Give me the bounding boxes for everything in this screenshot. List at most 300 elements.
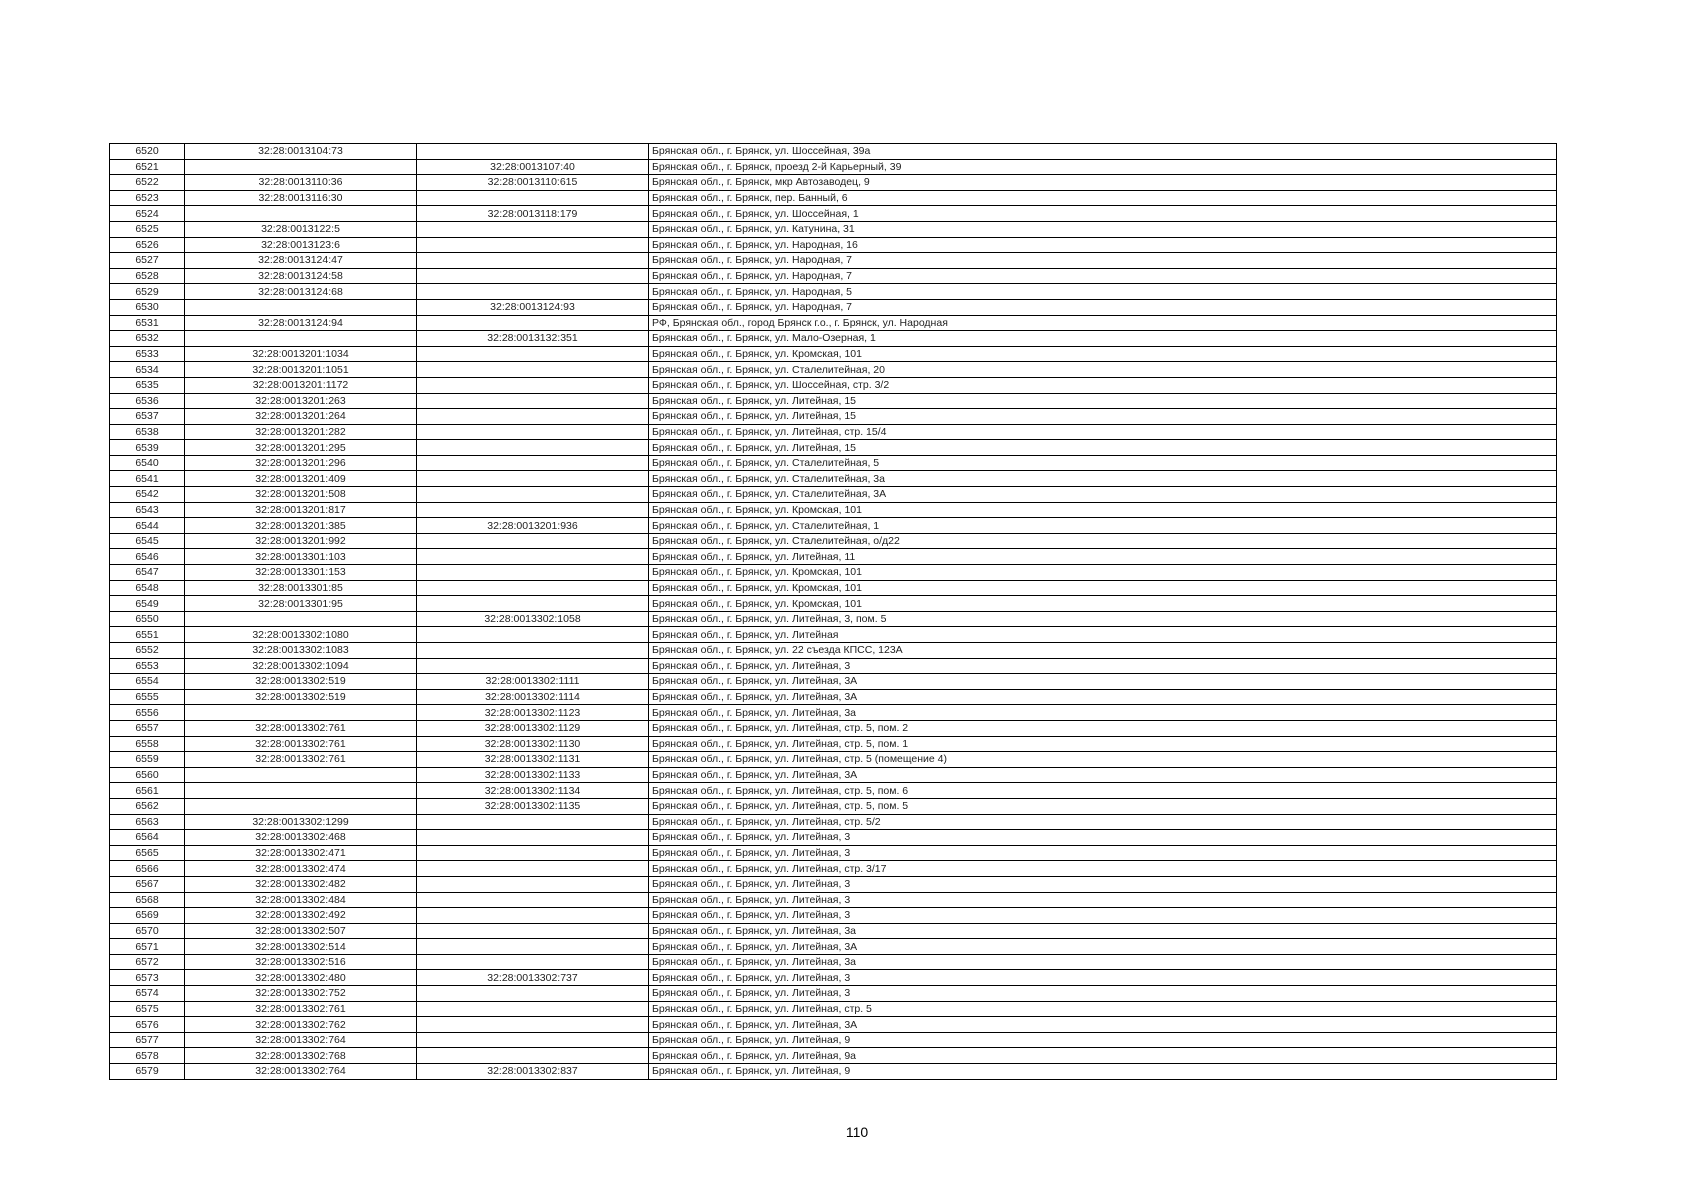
cadastral-number-cell: 32:28:0013302:761 xyxy=(185,736,417,752)
table-row xyxy=(110,783,1557,799)
cadastral-number-cell: 32:28:0013201:1034 xyxy=(185,346,417,362)
building-number-cell: 32:28:0013302:1129 xyxy=(417,720,649,736)
cadastral-number-cell: 32:28:0013302:752 xyxy=(185,986,417,1002)
table-row xyxy=(110,1032,1557,1048)
row-number-cell: 6573 xyxy=(110,970,185,986)
table-row xyxy=(110,502,1557,518)
address-cell: Брянская обл., г. Брянск, ул. Народная, 7 xyxy=(649,268,1557,284)
address-cell: Брянская обл., г. Брянск, ул. Кромская, 101 xyxy=(649,565,1557,581)
row-number-cell: 6551 xyxy=(110,627,185,643)
cadastral-number-cell: 32:28:0013302:519 xyxy=(185,689,417,705)
table-row xyxy=(110,861,1557,877)
table-row xyxy=(110,424,1557,440)
address-cell: Брянская обл., г. Брянск, ул. Шоссейная, 39а xyxy=(649,144,1557,160)
building-number-cell xyxy=(417,268,649,284)
address-cell: Брянская обл., г. Брянск, ул. Литейная, 3 xyxy=(649,830,1557,846)
address-cell: Брянская обл., г. Брянск, ул. Литейная, стр. 5 (помещение 4) xyxy=(649,752,1557,768)
building-number-cell xyxy=(417,658,649,674)
row-number-cell: 6570 xyxy=(110,923,185,939)
table-row xyxy=(110,206,1557,222)
cadastral-number-cell: 32:28:0013302:764 xyxy=(185,1032,417,1048)
table-row xyxy=(110,798,1557,814)
table-row xyxy=(110,471,1557,487)
cadastral-number-cell xyxy=(185,798,417,814)
row-number-cell: 6532 xyxy=(110,331,185,347)
row-number-cell: 6575 xyxy=(110,1001,185,1017)
row-number-cell: 6543 xyxy=(110,502,185,518)
cadastral-number-cell: 32:28:0013302:1299 xyxy=(185,814,417,830)
building-number-cell xyxy=(417,284,649,300)
building-number-cell xyxy=(417,190,649,206)
page-number: 110 xyxy=(845,1124,869,1140)
address-cell: Брянская обл., г. Брянск, ул. Литейная, стр. 5, пом. 2 xyxy=(649,720,1557,736)
building-number-cell xyxy=(417,221,649,237)
cadastral-number-cell: 32:28:0013302:516 xyxy=(185,954,417,970)
row-number-cell: 6536 xyxy=(110,393,185,409)
table-row xyxy=(110,689,1557,705)
table-row xyxy=(110,284,1557,300)
address-cell: Брянская обл., г. Брянск, ул. Кромская, 101 xyxy=(649,346,1557,362)
building-number-cell xyxy=(417,502,649,518)
row-number-cell: 6547 xyxy=(110,565,185,581)
building-number-cell xyxy=(417,1017,649,1033)
cadastral-number-cell: 32:28:0013302:761 xyxy=(185,752,417,768)
row-number-cell: 6539 xyxy=(110,440,185,456)
cadastral-number-cell: 32:28:0013302:507 xyxy=(185,923,417,939)
address-cell: Брянская обл., г. Брянск, ул. Литейная, 15 xyxy=(649,440,1557,456)
table-row xyxy=(110,1017,1557,1033)
row-number-cell: 6522 xyxy=(110,175,185,191)
row-number-cell: 6549 xyxy=(110,596,185,612)
cadastral-number-cell: 32:28:0013124:68 xyxy=(185,284,417,300)
table-row xyxy=(110,331,1557,347)
table-row xyxy=(110,580,1557,596)
cadastral-number-cell: 32:28:0013302:761 xyxy=(185,1001,417,1017)
table-row xyxy=(110,627,1557,643)
building-number-cell xyxy=(417,892,649,908)
building-number-cell xyxy=(417,845,649,861)
table-row xyxy=(110,565,1557,581)
cadastral-number-cell: 32:28:0013302:1094 xyxy=(185,658,417,674)
building-number-cell xyxy=(417,424,649,440)
building-number-cell: 32:28:0013302:1123 xyxy=(417,705,649,721)
address-cell: Брянская обл., г. Брянск, ул. Литейная, 3 xyxy=(649,658,1557,674)
building-number-cell: 32:28:0013302:1131 xyxy=(417,752,649,768)
address-cell: Брянская обл., г. Брянск, ул. 22 съезда КПСС, 123А xyxy=(649,643,1557,659)
cadastral-number-cell: 32:28:0013201:264 xyxy=(185,409,417,425)
row-number-cell: 6546 xyxy=(110,549,185,565)
cadastral-number-cell xyxy=(185,705,417,721)
address-cell: Брянская обл., г. Брянск, ул. Сталелитейная, 3а xyxy=(649,471,1557,487)
building-number-cell xyxy=(417,643,649,659)
address-cell: Брянская обл., г. Брянск, ул. Народная, 16 xyxy=(649,237,1557,253)
row-number-cell: 6577 xyxy=(110,1032,185,1048)
table-row xyxy=(110,986,1557,1002)
address-cell: Брянская обл., г. Брянск, ул. Литейная, 3А xyxy=(649,674,1557,690)
building-number-cell xyxy=(417,580,649,596)
address-cell: Брянская обл., г. Брянск, ул. Литейная, 3а xyxy=(649,923,1557,939)
cadastral-number-cell: 32:28:0013201:1172 xyxy=(185,377,417,393)
building-number-cell: 32:28:0013302:1058 xyxy=(417,611,649,627)
row-number-cell: 6548 xyxy=(110,580,185,596)
address-cell: Брянская обл., г. Брянск, ул. Народная, 5 xyxy=(649,284,1557,300)
address-cell: РФ, Брянская обл., город Брянск г.о., г. Брянск, ул. Народная xyxy=(649,315,1557,331)
cadastral-number-cell: 32:28:0013124:94 xyxy=(185,315,417,331)
building-number-cell xyxy=(417,377,649,393)
cadastral-number-cell: 32:28:0013302:519 xyxy=(185,674,417,690)
table-row xyxy=(110,845,1557,861)
address-cell: Брянская обл., г. Брянск, пер. Банный, 6 xyxy=(649,190,1557,206)
cadastral-number-cell: 32:28:0013302:484 xyxy=(185,892,417,908)
cadastral-number-cell: 32:28:0013124:47 xyxy=(185,253,417,269)
row-number-cell: 6537 xyxy=(110,409,185,425)
building-number-cell xyxy=(417,440,649,456)
table-row xyxy=(110,346,1557,362)
row-number-cell: 6576 xyxy=(110,1017,185,1033)
table-row xyxy=(110,237,1557,253)
building-number-cell xyxy=(417,596,649,612)
table-row xyxy=(110,767,1557,783)
address-cell: Брянская обл., г. Брянск, ул. Сталелитейная, 20 xyxy=(649,362,1557,378)
table-row xyxy=(110,611,1557,627)
address-cell: Брянская обл., г. Брянск, ул. Сталелитейная, 3А xyxy=(649,487,1557,503)
cadastral-number-cell xyxy=(185,783,417,799)
row-number-cell: 6560 xyxy=(110,767,185,783)
cadastral-number-cell: 32:28:0013302:468 xyxy=(185,830,417,846)
cadastral-number-cell: 32:28:0013104:73 xyxy=(185,144,417,160)
row-number-cell: 6574 xyxy=(110,986,185,1002)
table-row xyxy=(110,876,1557,892)
address-cell: Брянская обл., г. Брянск, ул. Литейная, стр. 3/17 xyxy=(649,861,1557,877)
building-number-cell: 32:28:0013302:837 xyxy=(417,1064,649,1080)
cadastral-number-cell xyxy=(185,611,417,627)
row-number-cell: 6564 xyxy=(110,830,185,846)
address-cell: Брянская обл., г. Брянск, ул. Литейная, стр. 5/2 xyxy=(649,814,1557,830)
address-cell: Брянская обл., г. Брянск, ул. Литейная, 3 xyxy=(649,892,1557,908)
cadastral-number-cell: 32:28:0013110:36 xyxy=(185,175,417,191)
cadastral-number-cell xyxy=(185,159,417,175)
cadastral-number-cell: 32:28:0013302:492 xyxy=(185,908,417,924)
address-cell: Брянская обл., г. Брянск, ул. Сталелитейная, 1 xyxy=(649,518,1557,534)
table-row xyxy=(110,752,1557,768)
row-number-cell: 6568 xyxy=(110,892,185,908)
address-cell: Брянская обл., г. Брянск, ул. Литейная, 9 xyxy=(649,1032,1557,1048)
table-row xyxy=(110,393,1557,409)
row-number-cell: 6540 xyxy=(110,455,185,471)
table-row xyxy=(110,253,1557,269)
cadastral-number-cell: 32:28:0013302:514 xyxy=(185,939,417,955)
address-cell: Брянская обл., г. Брянск, ул. Литейная, 15 xyxy=(649,409,1557,425)
building-number-cell: 32:28:0013302:1133 xyxy=(417,767,649,783)
address-cell: Брянская обл., г. Брянск, ул. Литейная, 3а xyxy=(649,954,1557,970)
row-number-cell: 6562 xyxy=(110,798,185,814)
cadastral-number-cell: 32:28:0013302:482 xyxy=(185,876,417,892)
building-number-cell: 32:28:0013110:615 xyxy=(417,175,649,191)
building-number-cell: 32:28:0013132:351 xyxy=(417,331,649,347)
cadastral-number-cell: 32:28:0013302:764 xyxy=(185,1064,417,1080)
address-cell: Брянская обл., г. Брянск, ул. Шоссейная, 1 xyxy=(649,206,1557,222)
building-number-cell xyxy=(417,533,649,549)
building-number-cell: 32:28:0013118:179 xyxy=(417,206,649,222)
cadastral-number-cell xyxy=(185,331,417,347)
row-number-cell: 6541 xyxy=(110,471,185,487)
address-cell: Брянская обл., г. Брянск, ул. Литейная, стр. 5 xyxy=(649,1001,1557,1017)
cadastral-number-cell: 32:28:0013302:474 xyxy=(185,861,417,877)
cadastral-number-cell: 32:28:0013301:85 xyxy=(185,580,417,596)
row-number-cell: 6553 xyxy=(110,658,185,674)
address-cell: Брянская обл., г. Брянск, ул. Литейная, стр. 5, пом. 1 xyxy=(649,736,1557,752)
table-row xyxy=(110,720,1557,736)
row-number-cell: 6525 xyxy=(110,221,185,237)
cadastral-number-cell: 32:28:0013302:480 xyxy=(185,970,417,986)
row-number-cell: 6535 xyxy=(110,377,185,393)
row-number-cell: 6567 xyxy=(110,876,185,892)
table-row xyxy=(110,1048,1557,1064)
cadastral-number-cell xyxy=(185,299,417,315)
cadastral-number-cell: 32:28:0013302:762 xyxy=(185,1017,417,1033)
building-number-cell xyxy=(417,455,649,471)
row-number-cell: 6559 xyxy=(110,752,185,768)
building-number-cell xyxy=(417,876,649,892)
address-cell: Брянская обл., г. Брянск, ул. Мало-Озерная, 1 xyxy=(649,331,1557,347)
table-row xyxy=(110,159,1557,175)
address-cell: Брянская обл., г. Брянск, ул. Литейная, 3а xyxy=(649,705,1557,721)
table-row xyxy=(110,939,1557,955)
building-number-cell xyxy=(417,237,649,253)
cadastral-number-cell: 32:28:0013301:103 xyxy=(185,549,417,565)
building-number-cell xyxy=(417,253,649,269)
building-number-cell xyxy=(417,409,649,425)
building-number-cell xyxy=(417,1048,649,1064)
address-cell: Брянская обл., г. Брянск, ул. Литейная, стр. 15/4 xyxy=(649,424,1557,440)
building-number-cell: 32:28:0013302:1134 xyxy=(417,783,649,799)
table-row xyxy=(110,533,1557,549)
table-row xyxy=(110,175,1557,191)
building-number-cell xyxy=(417,565,649,581)
address-cell: Брянская обл., г. Брянск, ул. Кромская, 101 xyxy=(649,580,1557,596)
address-cell: Брянская обл., г. Брянск, ул. Литейная, 3 xyxy=(649,845,1557,861)
address-cell: Брянская обл., г. Брянск, ул. Народная, 7 xyxy=(649,253,1557,269)
cadastral-number-cell: 32:28:0013124:58 xyxy=(185,268,417,284)
row-number-cell: 6534 xyxy=(110,362,185,378)
cadastral-number-cell: 32:28:0013302:768 xyxy=(185,1048,417,1064)
cadastral-number-cell: 32:28:0013201:508 xyxy=(185,487,417,503)
table-row xyxy=(110,596,1557,612)
building-number-cell: 32:28:0013124:93 xyxy=(417,299,649,315)
row-number-cell: 6529 xyxy=(110,284,185,300)
building-number-cell xyxy=(417,144,649,160)
address-cell: Брянская обл., г. Брянск, ул. Литейная, 9а xyxy=(649,1048,1557,1064)
cadastral-number-cell: 32:28:0013302:1083 xyxy=(185,643,417,659)
address-cell: Брянская обл., г. Брянск, ул. Литейная, 11 xyxy=(649,549,1557,565)
row-number-cell: 6556 xyxy=(110,705,185,721)
table-row xyxy=(110,1064,1557,1080)
table-row xyxy=(110,923,1557,939)
building-number-cell xyxy=(417,549,649,565)
building-number-cell: 32:28:0013107:40 xyxy=(417,159,649,175)
cadastral-number-cell: 32:28:0013302:761 xyxy=(185,720,417,736)
row-number-cell: 6563 xyxy=(110,814,185,830)
row-number-cell: 6530 xyxy=(110,299,185,315)
building-number-cell: 32:28:0013302:1111 xyxy=(417,674,649,690)
registry-table-body xyxy=(110,144,1557,1080)
table-row xyxy=(110,970,1557,986)
table-row xyxy=(110,440,1557,456)
building-number-cell: 32:28:0013302:1130 xyxy=(417,736,649,752)
building-number-cell xyxy=(417,315,649,331)
cadastral-number-cell: 32:28:0013116:30 xyxy=(185,190,417,206)
building-number-cell xyxy=(417,346,649,362)
table-row xyxy=(110,954,1557,970)
table-row xyxy=(110,674,1557,690)
table-row xyxy=(110,1001,1557,1017)
cadastral-number-cell: 32:28:0013302:471 xyxy=(185,845,417,861)
cadastral-number-cell: 32:28:0013201:1051 xyxy=(185,362,417,378)
address-cell: Брянская обл., г. Брянск, ул. Народная, 7 xyxy=(649,299,1557,315)
row-number-cell: 6561 xyxy=(110,783,185,799)
table-row xyxy=(110,221,1557,237)
cadastral-number-cell: 32:28:0013201:296 xyxy=(185,455,417,471)
building-number-cell xyxy=(417,861,649,877)
cadastral-number-cell: 32:28:0013301:153 xyxy=(185,565,417,581)
table-row xyxy=(110,362,1557,378)
cadastral-number-cell: 32:28:0013302:1080 xyxy=(185,627,417,643)
building-number-cell: 32:28:0013302:1114 xyxy=(417,689,649,705)
cadastral-number-cell xyxy=(185,767,417,783)
address-cell: Брянская обл., г. Брянск, проезд 2-й Карьерный, 39 xyxy=(649,159,1557,175)
table-row xyxy=(110,549,1557,565)
row-number-cell: 6545 xyxy=(110,533,185,549)
address-cell: Брянская обл., г. Брянск, ул. Литейная, 3 xyxy=(649,970,1557,986)
building-number-cell: 32:28:0013201:936 xyxy=(417,518,649,534)
table-row xyxy=(110,299,1557,315)
table-row xyxy=(110,455,1557,471)
cadastral-number-cell: 32:28:0013201:282 xyxy=(185,424,417,440)
address-cell: Брянская обл., г. Брянск, ул. Катунина, 31 xyxy=(649,221,1557,237)
row-number-cell: 6572 xyxy=(110,954,185,970)
building-number-cell xyxy=(417,393,649,409)
address-cell: Брянская обл., г. Брянск, ул. Литейная, 15 xyxy=(649,393,1557,409)
address-cell: Брянская обл., г. Брянск, ул. Литейная, стр. 5, пом. 6 xyxy=(649,783,1557,799)
row-number-cell: 6571 xyxy=(110,939,185,955)
row-number-cell: 6558 xyxy=(110,736,185,752)
building-number-cell xyxy=(417,908,649,924)
row-number-cell: 6521 xyxy=(110,159,185,175)
row-number-cell: 6528 xyxy=(110,268,185,284)
address-cell: Брянская обл., г. Брянск, ул. Литейная, 3 xyxy=(649,908,1557,924)
row-number-cell: 6527 xyxy=(110,253,185,269)
table-row xyxy=(110,487,1557,503)
address-cell: Брянская обл., г. Брянск, ул. Литейная, 3, пом. 5 xyxy=(649,611,1557,627)
row-number-cell: 6569 xyxy=(110,908,185,924)
table-row xyxy=(110,409,1557,425)
address-cell: Брянская обл., г. Брянск, ул. Сталелитейная, о/д22 xyxy=(649,533,1557,549)
table-row xyxy=(110,315,1557,331)
building-number-cell: 32:28:0013302:1135 xyxy=(417,798,649,814)
row-number-cell: 6565 xyxy=(110,845,185,861)
row-number-cell: 6579 xyxy=(110,1064,185,1080)
row-number-cell: 6542 xyxy=(110,487,185,503)
building-number-cell xyxy=(417,471,649,487)
table-row xyxy=(110,268,1557,284)
table-row xyxy=(110,705,1557,721)
address-cell: Брянская обл., г. Брянск, ул. Литейная, 3 xyxy=(649,876,1557,892)
registry-table xyxy=(109,143,1557,1080)
row-number-cell: 6524 xyxy=(110,206,185,222)
table-row xyxy=(110,658,1557,674)
address-cell: Брянская обл., г. Брянск, ул. Литейная, 3А xyxy=(649,767,1557,783)
table-row xyxy=(110,144,1557,160)
building-number-cell xyxy=(417,627,649,643)
table-row xyxy=(110,518,1557,534)
address-cell: Брянская обл., г. Брянск, ул. Сталелитейная, 5 xyxy=(649,455,1557,471)
row-number-cell: 6566 xyxy=(110,861,185,877)
address-cell: Брянская обл., г. Брянск, мкр Автозаводец, 9 xyxy=(649,175,1557,191)
address-cell: Брянская обл., г. Брянск, ул. Литейная xyxy=(649,627,1557,643)
cadastral-number-cell: 32:28:0013201:385 xyxy=(185,518,417,534)
row-number-cell: 6533 xyxy=(110,346,185,362)
cadastral-number-cell: 32:28:0013201:817 xyxy=(185,502,417,518)
row-number-cell: 6552 xyxy=(110,643,185,659)
row-number-cell: 6554 xyxy=(110,674,185,690)
cadastral-number-cell: 32:28:0013201:992 xyxy=(185,533,417,549)
row-number-cell: 6550 xyxy=(110,611,185,627)
cadastral-number-cell: 32:28:0013201:409 xyxy=(185,471,417,487)
building-number-cell xyxy=(417,923,649,939)
table-row xyxy=(110,814,1557,830)
row-number-cell: 6531 xyxy=(110,315,185,331)
table-row xyxy=(110,736,1557,752)
cadastral-number-cell: 32:28:0013123:6 xyxy=(185,237,417,253)
address-cell: Брянская обл., г. Брянск, ул. Литейная, 3А xyxy=(649,939,1557,955)
row-number-cell: 6555 xyxy=(110,689,185,705)
address-cell: Брянская обл., г. Брянск, ул. Литейная, 9 xyxy=(649,1064,1557,1080)
table-row xyxy=(110,190,1557,206)
cadastral-number-cell: 32:28:0013301:95 xyxy=(185,596,417,612)
address-cell: Брянская обл., г. Брянск, ул. Шоссейная, стр. 3/2 xyxy=(649,377,1557,393)
row-number-cell: 6557 xyxy=(110,720,185,736)
address-cell: Брянская обл., г. Брянск, ул. Литейная, 3А xyxy=(649,1017,1557,1033)
building-number-cell xyxy=(417,1032,649,1048)
table-row xyxy=(110,908,1557,924)
address-cell: Брянская обл., г. Брянск, ул. Литейная, 3 xyxy=(649,986,1557,1002)
cadastral-number-cell: 32:28:0013201:295 xyxy=(185,440,417,456)
building-number-cell xyxy=(417,986,649,1002)
building-number-cell xyxy=(417,954,649,970)
building-number-cell xyxy=(417,814,649,830)
cadastral-number-cell: 32:28:0013201:263 xyxy=(185,393,417,409)
building-number-cell xyxy=(417,939,649,955)
address-cell: Брянская обл., г. Брянск, ул. Кромская, 101 xyxy=(649,596,1557,612)
cadastral-number-cell: 32:28:0013122:5 xyxy=(185,221,417,237)
building-number-cell xyxy=(417,1001,649,1017)
address-cell: Брянская обл., г. Брянск, ул. Литейная, стр. 5, пом. 5 xyxy=(649,798,1557,814)
row-number-cell: 6526 xyxy=(110,237,185,253)
row-number-cell: 6523 xyxy=(110,190,185,206)
address-cell: Брянская обл., г. Брянск, ул. Литейная, 3А xyxy=(649,689,1557,705)
row-number-cell: 6538 xyxy=(110,424,185,440)
cadastral-number-cell xyxy=(185,206,417,222)
row-number-cell: 6578 xyxy=(110,1048,185,1064)
table-row xyxy=(110,830,1557,846)
table-row xyxy=(110,643,1557,659)
building-number-cell xyxy=(417,830,649,846)
table-row xyxy=(110,892,1557,908)
address-cell: Брянская обл., г. Брянск, ул. Кромская, 101 xyxy=(649,502,1557,518)
building-number-cell xyxy=(417,487,649,503)
building-number-cell: 32:28:0013302:737 xyxy=(417,970,649,986)
table-row xyxy=(110,377,1557,393)
